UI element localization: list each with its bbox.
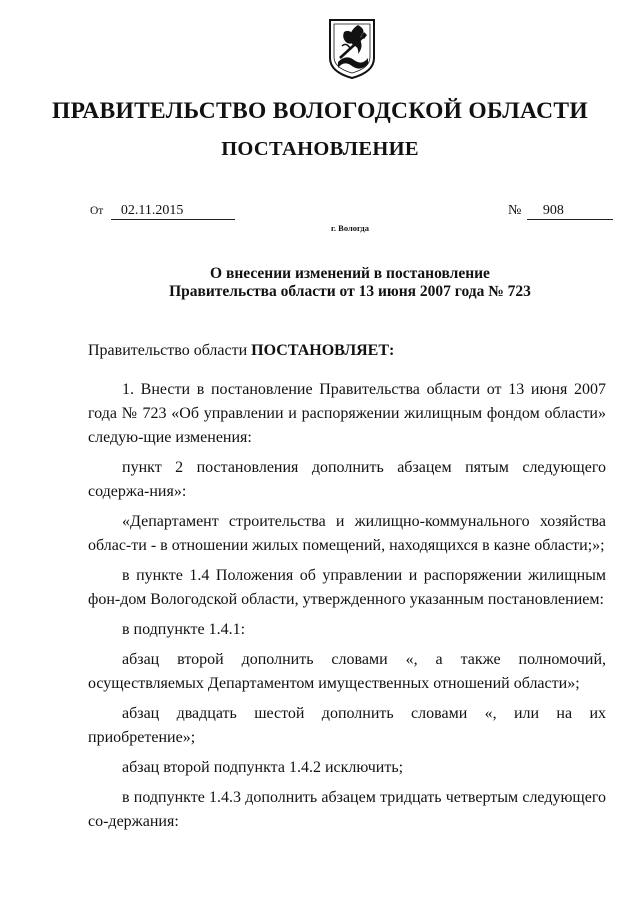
subject-line: Правительства области от 13 июня 2007 года № 723: [169, 283, 531, 300]
document-number: [508, 203, 613, 220]
body-paragraph: 1. Внести в постановление Правительства области от 13 июня 2007 года № 723 «Об управлении и распоряжении жилищным фондом области» следую-щие изменения:: [88, 381, 606, 446]
date-value: 02.11.2015: [111, 203, 235, 220]
resolution-lead: [88, 340, 606, 362]
date-label: От: [90, 205, 104, 217]
body-paragraph: пункт 2 постановления дополнить абзацем пятым следующего содержа-ния»:: [88, 459, 606, 500]
document-subject: [0, 265, 640, 301]
number-value: 908: [527, 203, 613, 220]
lead-text: Правительство области: [88, 342, 248, 359]
document-date: [90, 203, 235, 220]
body-paragraph: в подпункте 1.4.3 дополнить абзацем тридцать четвертым следующего со-держания:: [88, 789, 606, 830]
body-paragraph: в подпункте 1.4.1:: [122, 621, 246, 638]
number-label: №: [508, 203, 522, 218]
document-kind-title: ПОСТАНОВЛЕНИЕ: [221, 138, 419, 160]
body-paragraph: абзац двадцать шестой дополнить словами «, или на их приобретение»;: [88, 705, 606, 746]
body-paragraph: в пункте 1.4 Положения об управлении и распоряжении жилищным фон-дом Вологодской области, утвержденного указанным постановлением:: [88, 567, 606, 608]
body-paragraph: абзац второй дополнить словами «, а также полномочий, осуществляемых Департаментом имущественных отношений области»;: [88, 651, 606, 692]
coat-of-arms-icon: [328, 18, 376, 80]
body-paragraph: «Департамент строительства и жилищно-коммунального хозяйства облас-ти - в отношении жилых помещений, находящихся в казне области;»;: [88, 513, 606, 554]
lead-bold-text: ПОСТАНОВЛЯЕТ:: [251, 342, 395, 359]
government-title: ПРАВИТЕЛЬСТВО ВОЛОГОДСКОЙ ОБЛАСТИ: [52, 98, 588, 124]
document-body: [88, 340, 606, 840]
body-paragraph: абзац второй подпункта 1.4.2 исключить;: [122, 759, 404, 776]
subject-line: О внесении изменений в постановление: [210, 265, 490, 282]
city-label: г. Вологда: [331, 223, 369, 233]
coat-of-arms-emblem: [328, 18, 376, 80]
